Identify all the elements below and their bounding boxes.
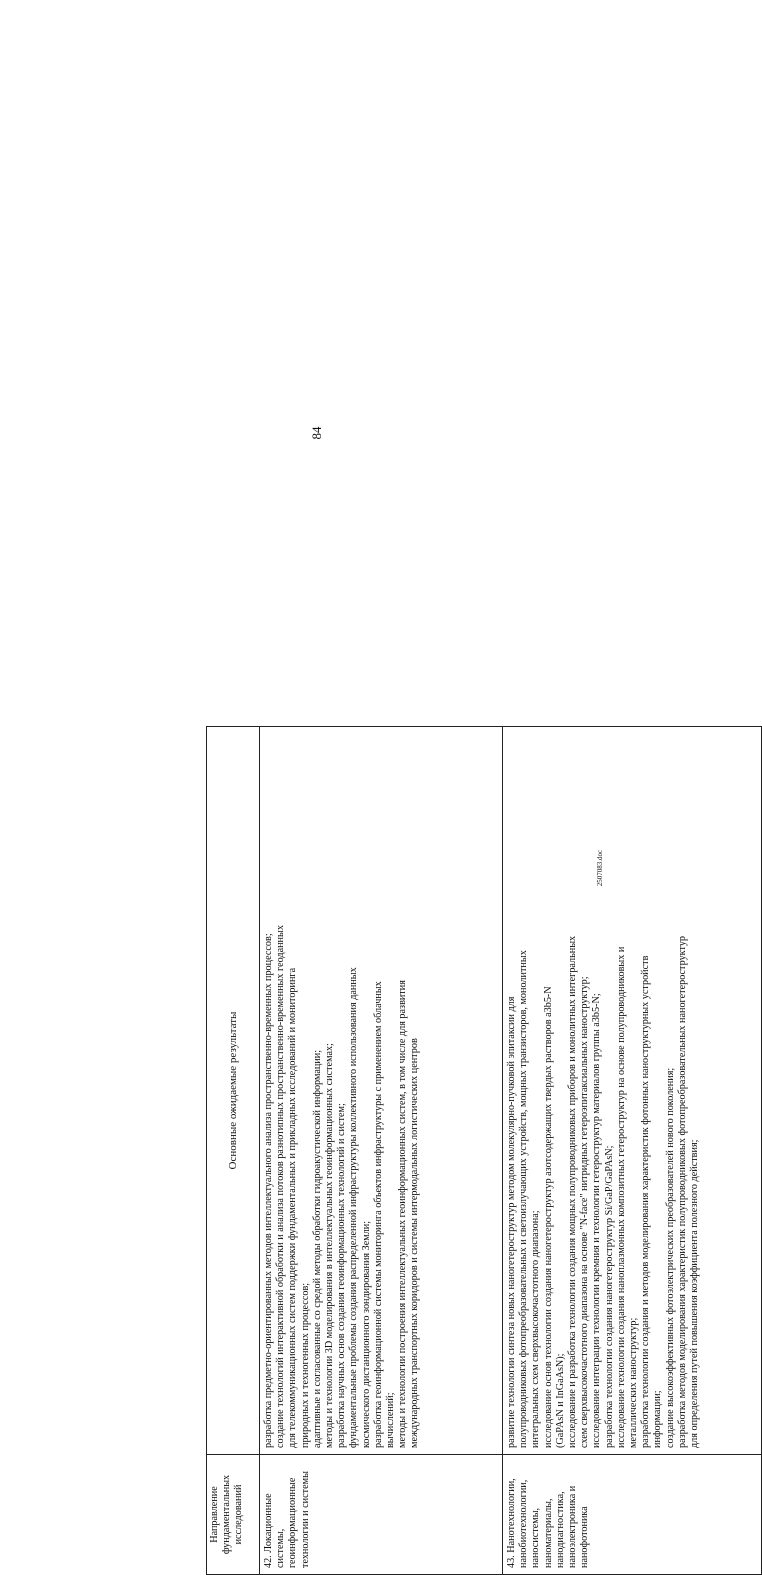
page-number: 84: [309, 426, 324, 440]
research-table-rotated: [206, 727, 756, 1575]
table-row: [503, 727, 762, 1575]
result-line: разработка методов моделирования характеристик полупроводниковых фотопреобразовательных наногетероструктур: [676, 935, 688, 1448]
direction-line: наноматериалы,: [542, 1498, 554, 1568]
result-line: схем сверхвысокочастотного диапазона на основе "N-face" нитридных гетероэпитаксиальных наноструктур;: [579, 976, 591, 1448]
document-code: 2507083.doc: [596, 849, 604, 887]
result-line: исследование технологии создания наноплазмонных композитных гетероструктур на основе полупроводниковых и: [615, 946, 627, 1448]
direction-line: нанофотоника: [579, 1506, 591, 1568]
direction-line: нанобиотехнологии,: [518, 1479, 530, 1568]
header-direction-line: Направление: [209, 1486, 220, 1543]
result-line: для телекоммуникационных систем поддержки фундаментальных и прикладных исследований и мониторинга: [287, 967, 299, 1448]
result-line: международных транспортных коридоров и системы интермодальных логистических центров: [409, 1038, 421, 1448]
research-directions-table: [206, 726, 762, 1575]
result-line: фундаментальные проблемы создания распределенной инфраструктуры коллективного использования данных: [348, 967, 360, 1448]
direction-line: наноэлектроника и: [567, 1485, 579, 1568]
result-line: разработка научных основ создания геоинформационных технологий и систем;: [336, 1103, 348, 1448]
direction-cell: [260, 1455, 503, 1575]
result-line: исследование интеграции технологии кремния и технологии гетероструктур материалов группы a3b5-N;: [591, 993, 603, 1448]
results-cell: [503, 727, 762, 1455]
result-line: исследование основ технологии создания наногетероструктур азотсодержащих твердых растворов a3b5-N: [542, 986, 554, 1448]
result-line: интегральных схем сверхвысокочастотного диапазона;: [530, 1210, 542, 1448]
result-line: информации;: [652, 1390, 664, 1448]
direction-line: 43. Нанотехнологии,: [506, 1478, 517, 1568]
header-direction-line: исследований: [233, 1484, 245, 1545]
result-line: металлических наноструктур;: [628, 1317, 640, 1448]
result-line: создание технологий интерактивной обработки и анализа потоков разнотипных пространственно-временных геоданных: [275, 925, 287, 1448]
header-direction: [207, 1455, 260, 1575]
direction-line: системы,: [275, 1528, 287, 1568]
result-line: разработка технологии создания и методов моделирования характеристик фотонных наноструктурных устройств: [640, 955, 652, 1448]
result-line: природных и техногенных процессов;: [299, 1282, 311, 1448]
direction-line: геоинформационные: [287, 1477, 299, 1568]
result-line: разработка технологии создания наногетероструктур Si/GaP/GaPAsN;: [603, 1145, 615, 1448]
result-line: развитие технологии синтеза новых наногетероструктур методом молекулярно-пучковой эпитаксии для: [506, 996, 517, 1448]
result-line: методы и технологии 3D моделирования в интеллектуальных геоинформационных системах;: [324, 1043, 336, 1448]
header-direction-line: фундаментальных: [221, 1474, 233, 1555]
result-line: методы и технологии построения интеллектуальных геоинформационных систем, в том числе для развития: [397, 980, 409, 1448]
direction-line: 42. Локационные: [263, 1493, 274, 1568]
result-line: адаптивные и согласованные со средой методы обработки гидроакустической информации;: [311, 1049, 323, 1448]
result-line: (GaPAsN и InGaAsN);: [554, 1353, 566, 1448]
direction-line: нанодиагностика,: [554, 1491, 566, 1568]
header-results: Основные ожидаемые результаты: [207, 727, 260, 1455]
result-line: полупроводниковых фотопреобразовательных и светоизлучающих устройств, мощных транзисторов, монолитных: [518, 950, 530, 1448]
result-line: создание высокоэффективных фотоэлектрических преобразователей нового поколения;: [664, 1067, 676, 1448]
table-header-row: [207, 727, 260, 1575]
result-line: вычислений;: [385, 1392, 397, 1448]
direction-cell: [503, 1455, 762, 1575]
result-line: исследование и разработка технологии создания мощных полупроводниковых приборов и монолитных интегральных: [567, 935, 579, 1448]
direction-line: наносистемы,: [530, 1507, 542, 1568]
result-line: разработка предметно-ориентированных методов интеллектуального анализа пространственно-временных процессов;: [263, 933, 274, 1448]
results-cell: [260, 727, 503, 1455]
result-line: для определения путей повышения коэффициента полезного действия;: [689, 1139, 701, 1448]
table-row: [260, 727, 503, 1575]
result-line: космического дистанционного зондирования Земли;: [360, 1220, 372, 1448]
direction-line: технологии и системы: [299, 1471, 311, 1568]
result-line: разработка геоинформационной системы мониторинга объектов инфраструктуры с применением облачных: [372, 981, 384, 1448]
